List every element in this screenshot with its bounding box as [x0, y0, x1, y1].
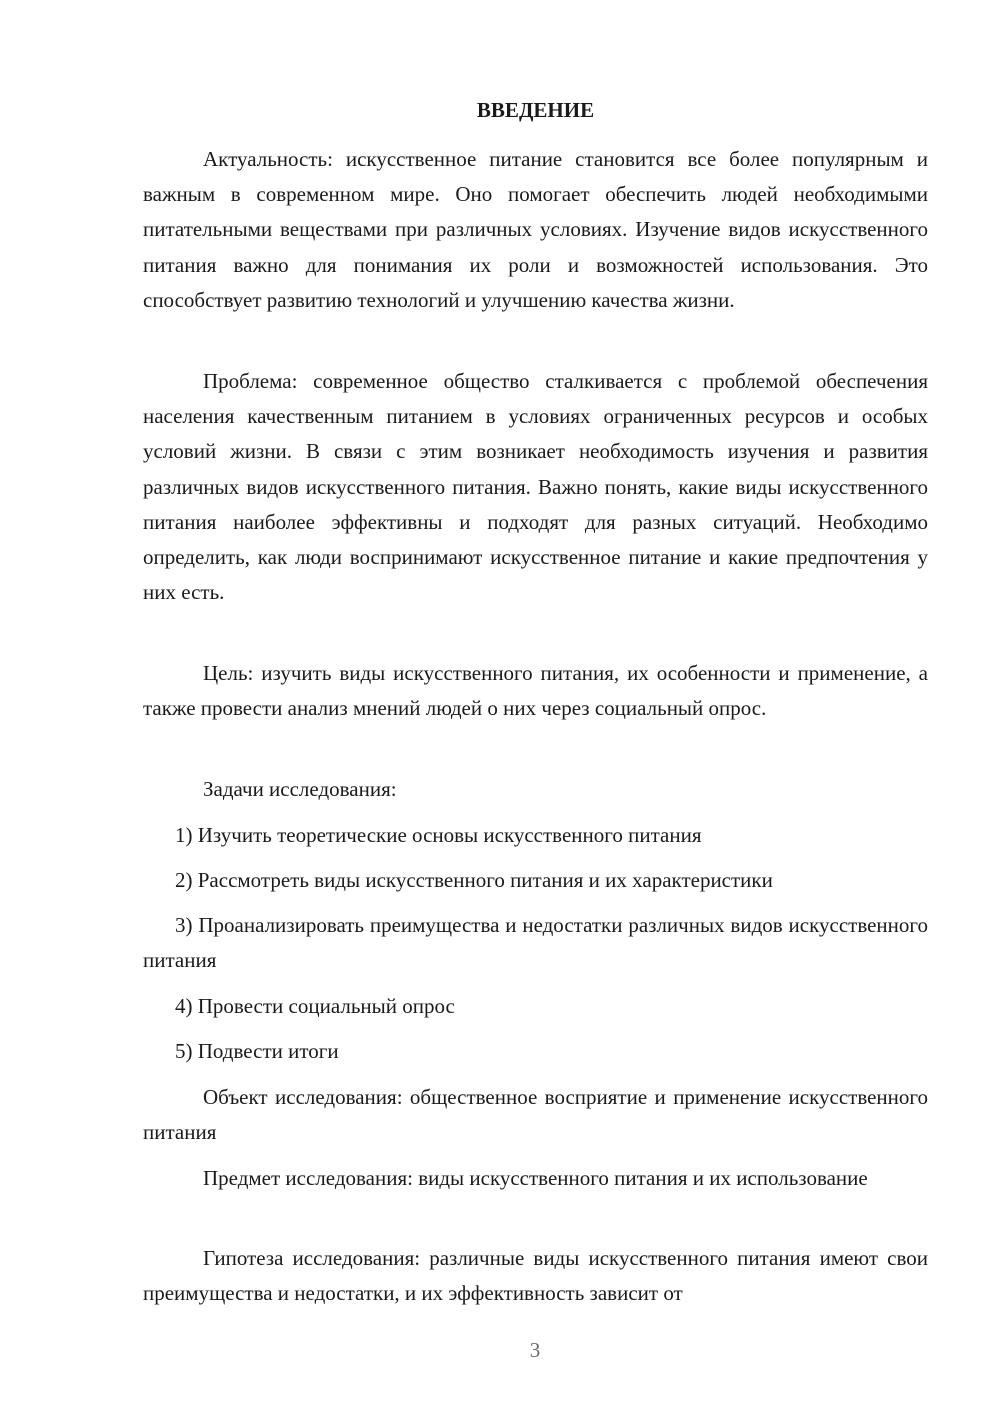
object-paragraph: Объект исследования: общественное восприятие и применение искусственного питания	[143, 1085, 928, 1145]
hypothesis-paragraph: Гипотеза исследования: различные виды искусственного питания имеют свои преимущества и недостатки, и их эффективность зависит от	[143, 1246, 928, 1306]
subject-paragraph: Предмет исследования: виды искусственного питания и их использование	[203, 1166, 868, 1190]
tasks-label: Задачи исследования:	[203, 777, 397, 801]
section-heading: ВВЕДЕНИЕ	[476, 98, 595, 122]
problem-paragraph: Проблема: современное общество сталкивается с проблемой обеспечения населения качественным питанием в условиях ограниченных ресурсов и особых условий жизни. В связи с этим возникает необходимость изучения и развития различных видов искусственного питания. Важно понять, какие виды искусственного питания наиболее эффективны и подходят для разных ситуаций. Необходимо определить, как люди воспринимают искусственное питание и какие предпочтения у них есть.	[143, 369, 928, 605]
task-item-3: 3) Проанализировать преимущества и недостатки различных видов искусственного питания	[143, 913, 928, 973]
task-item-5: 5) Подвести итоги	[175, 1039, 339, 1063]
relevance-paragraph: Актуальность: искусственное питание становится все более популярным и важным в современном мире. Оно помогает обеспечить людей необходимыми питательными веществами при различных условиях. Изучение видов искусственного питания важно для понимания их роли и возможностей использования. Это способствует развитию технологий и улучшению качества жизни.	[143, 147, 928, 312]
page-number: 3	[529, 1338, 541, 1362]
task-item-2: 2) Рассмотреть виды искусственного питания и их характеристики	[175, 868, 773, 892]
goal-paragraph: Цель: изучить виды искусственного питания, их особенности и применение, а также провести анализ мнений людей о них через социальный опрос.	[143, 661, 928, 721]
task-item-4: 4) Провести социальный опрос	[175, 994, 455, 1018]
task-item-1: 1) Изучить теоретические основы искусственного питания	[175, 823, 702, 847]
